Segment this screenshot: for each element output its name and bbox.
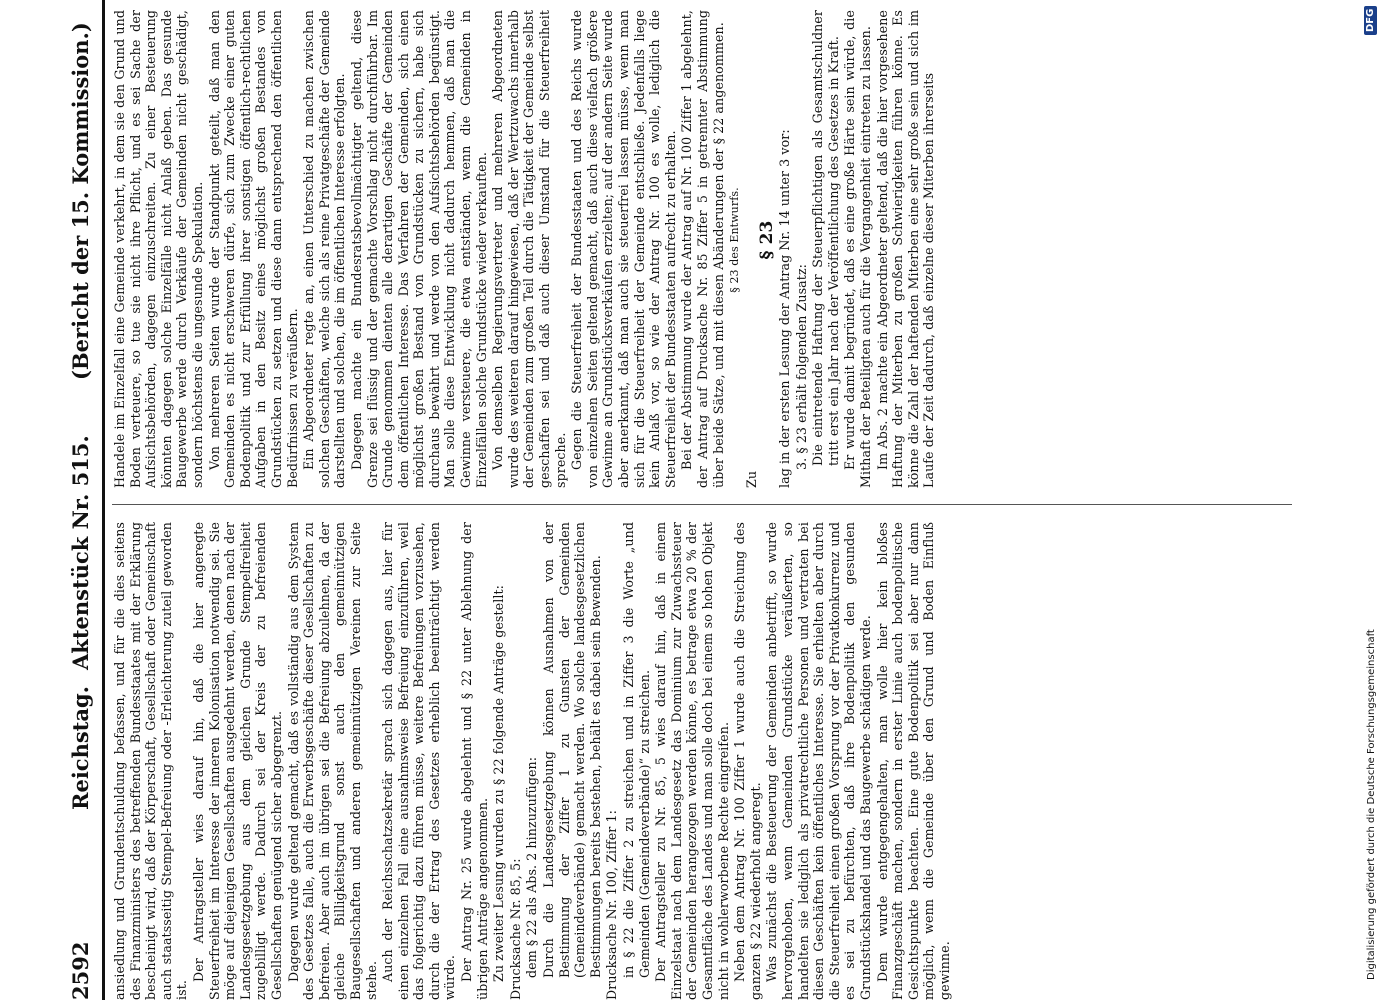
digitization-credit: Digitalisierung gefördert durch die Deutsche Forschungsgemeinschaft [1366,629,1377,980]
paragraph: Der Antrag Nr. 25 wurde abgelehnt und § 22 unter Ablehnung der übrigen Anträge angenommen. [459,522,490,1000]
paragraph: Die eintretende Haftung der Steuerpflichtigen als Gesamtschuldner tritt erst ein Jahr nach der Veröffentlichung des Gesetzes in Kraft. [810,10,841,466]
paragraph: dem § 22 als Abs. 2 hinzuzufügen: [524,756,540,978]
column-separator [112,504,1292,505]
paragraph: Dem wurde entgegengehalten, man wolle hier kein bloßes Finanzgeschäft machen, sondern in erster Linie auch bodenpolitische Gesichtspunkte beachten. Eine gute Bodenpolitik sei aber nur dann möglich, wenn die Gemeinde über den Grund und Boden Einfluß gewinne. [874,522,952,1000]
section-title: (Bericht der 15. Kommission.) [68,22,93,380]
paragraph: Neben dem Antrag Nr. 100 Ziffer 1 wurde auch die Streichung des ganzen § 22 wiederholt angeregt. [732,522,763,1000]
document-title: Aktenstück Nr. 515. [68,435,93,670]
paragraph: Zu [743,470,759,488]
section-heading: § 23 [757,220,778,260]
right-column [112,10,1292,488]
paragraph: Bei der Abstimmung wurde der Antrag auf Nr. 100 Ziffer 1 abgelehnt, der Antrag auf Drucksache Nr. 85 Ziffer 5 in getrennter Abstimmung über beide Sätze, und mit diesen Abänderungen der § 22 angenommen. [679,10,726,488]
paragraph: lag in der ersten Lesung der Antrag Nr. 14 unter 3 vor: [776,129,792,488]
paragraph: Drucksache Nr. 85, 5: [507,858,523,1000]
paragraph: 3. § 23 erhält folgenden Zusatz: [793,263,809,470]
rotated-page-content [60,0,1300,1000]
left-column [112,522,1292,1000]
paragraph: in § 22 die Ziffer 2 zu streichen und in Ziffer 3 die Worte „und Gemeinden (Gemeindeverbände)“ zu streichen. [621,522,652,978]
paragraph: Der Antragsteller wies darauf hin, daß die hier angeregte Steuerfreiheit im Interesse der inneren Kolonisation notwendig sei. Sie möge auf diejenigen Gesellschaften ausgedehnt werden, denen nach der Landesgesetzgebung aus dem gleichen Grunde Stempelfreiheit zugebilligt werde. Dadurch sei der Kreis der zu befreienden Gesellschaften genügend sicher abgegrenzt. [190,522,284,1000]
paragraph: Zu zweiter Lesung wurden zu § 22 folgende Anträge gestellt: [491,585,507,982]
page-header [60,0,100,1000]
page-number: 2592 [68,941,93,1000]
publication-title: Reichstag. [68,686,93,810]
paragraph: Auch der Reichsschatzsekretär sprach sich dagegen aus, hier für einen einzelnen Fall eine ausnahmsweise Befreiung einzuführen, weil das folgerichtig dazu führen müsse, weitere Befreiungen vorzusehen, durch die der Ertrag des Gesetzes erheblich beeinträchtigt werden würde. [380,522,458,1000]
header-rule [102,0,105,1000]
paragraph: Was zunächst die Besteuerung der Gemeinden anbetrifft, so wurde hervorgehoben, wenn Gemeinden Grundstücke veräußerten, so handelten sie lediglich als privatrechtliche Personen und vertraten bei diesen Geschäften kein öffentliches Interesse. Sie erhielten aber durch die Steuerfreiheit einen großen Vorsprung vor der Privatkonkurrenz und es sei zu befürchten, daß ihre Bodenpolitik den gesunden Grundstückshandel und das Baugewerbe schädigen werde. [764,522,873,1000]
paragraph: Im Abs. 2 machte ein Abgeordneter geltend, daß die hier vorgesehene Haftung der Miterben zu großen Schwierigkeiten führen könne. Es könne die Zahl der haftenden Miterben eine sehr große sein und sich im Laufe der Zeit dadurch, daß einzelne dieser Miterben ihrerseits [874,10,937,488]
paragraph: Von demselben Regierungsvertreter und mehreren Abgeordneten wurde des weiteren darauf hingewiesen, daß der Wertzuwachs innerhalb der Gemeinden zum großen Teil durch die Tätigkeit der Gemeinde selbst geschaffen sei und daß auch dieser Umstand für die Steuerfreiheit spreche. [490,10,568,488]
paragraph: ansiedlung und Grundentschuldung befassen, und für die dies seitens des Finanzministers des betreffenden Bundesstaates mit der Erklärung bescheinigt wird, daß der Körperschaft, Gesellschaft oder Gemeinschaft auch staatsseitig Stempel-Befreiung oder -Erleichterung zuteil geworden ist. [112,522,190,1000]
digitization-sidebar [1363,0,1383,1000]
section-heading-small: § 23 des Entwurfs. [728,187,742,293]
paragraph: Ein Abgeordneter regte an, einen Unterschied zu machen zwischen solchen Geschäften, welche sich als reine Privatgeschäfte der Gemeinde darstellten und solchen, die im öffentlichen Interesse erfolgten. [301,10,348,488]
dfg-logo: DFG [1364,6,1377,35]
paragraph: Durch die Landesgesetzgebung können Ausnahmen von der Bestimmung der Ziffer 1 zu Gunsten der Gemeinden (Gemeindeverbände) gemacht werden. Wo solche landesgesetzlichen Bestimmungen bereits bestehen, behält es dabei sein Bewenden. [541,522,603,978]
paragraph: Der Antragsteller zu Nr. 85, 5 wies darauf hin, daß in einem Einzelstaat nach dem Landesgesetz das Dominium zur Zuwachssteuer der Gemeinden herangezogen werden könne, es betrage etwa 20 % der Gesamtfläche des Landes und man solle doch bei einem so hohen Objekt nicht in wohlerworbene Rechte eingreifen. [653,522,731,1000]
paragraph: Gegen die Steuerfreiheit der Bundesstaaten und des Reichs wurde von einzelnen Seiten geltend gemacht, daß auch diese vielfach größere Gewinne an Grundstücksverkäufen erzielten; auf der andern Seite wurde aber anerkannt, daß man auch sie steuerfrei lassen müsse, wenn man sich für die Steuerfreiheit der Gemeinde entschließe. Jedenfalls liege kein Anlaß vor, so wie der Antrag Nr. 100 es wolle, lediglich die Steuerfreiheit der Bundesstaaten aufrecht zu erhalten. [569,10,678,488]
paragraph: Von mehreren Seiten wurde der Standpunkt geteilt, daß man den Gemeinden es nicht erschweren dürfe, sich zum Zwecke einer guten Bodenpolitik und zur Erfüllung ihrer sonstigen öffentlich-rechtlichen Aufgaben in den Besitz eines möglichst großen Bestandes von Grundstücken zu setzen und diese dann entsprechend den öffentlichen Bedürfnissen zu veräußern. [206,10,300,488]
paragraph: Drucksache Nr. 100, Ziffer 1: [604,810,620,1000]
paragraph: Dagegen wurde geltend gemacht, daß es vollständig aus dem System des Gesetzes falle, auch die Erwerbsgeschäfte dieser Gesellschaften zu befreien. Aber auch im übrigen sei die Befreiung abzulehnen, da der gleiche Billigkeitsgrund sonst auch den gemeinnützigen Baugesellschaften und anderen gemeinnützigen Vereinen zur Seite stehe. [285,522,379,1000]
paragraph: Er wurde damit begründet, daß es eine große Härte sein würde, die Mithaft der Beteiligten auch für die Vergangenheit eintreten zu lassen. [842,10,873,488]
paragraph: Handele im Einzelfall eine Gemeinde verkehrt, in dem sie den Grund und Boden verteuere, so tue sie nicht ihre Pflicht, und es sei Sache der Aufsichtsbehörden, dagegen einzuschreiten. Zu einer Besteuerung könnten dagegen solche Einzelfälle nicht Anlaß geben. Das gesunde Baugewerbe werde durch Verkäufe der Gemeinden nicht geschädigt, sondern höchstens die ungesunde Spekulation. [112,10,205,488]
paragraph: Dagegen machte ein Bundesratsbevollmächtigter geltend, diese Grenze sei flüssig und der gemachte Vorschlag nicht durchführbar. Im Grunde genommen dienten alle derartigen Geschäfte der Gemeinden dem öffentlichen Interesse. Das Verfahren der Gemeinden, sich einen möglichst großen Bestand von Grundstücken zu sichern, habe sich durchaus bewährt und werde von den Aufsichtsbehörden begünstigt. Man solle diese Entwicklung nicht dadurch hemmen, daß man die Gewinne versteuere, die etwa entständen, wenn die Gemeinden in Einzelfällen solche Grundstücke wieder verkauften. [348,10,489,488]
